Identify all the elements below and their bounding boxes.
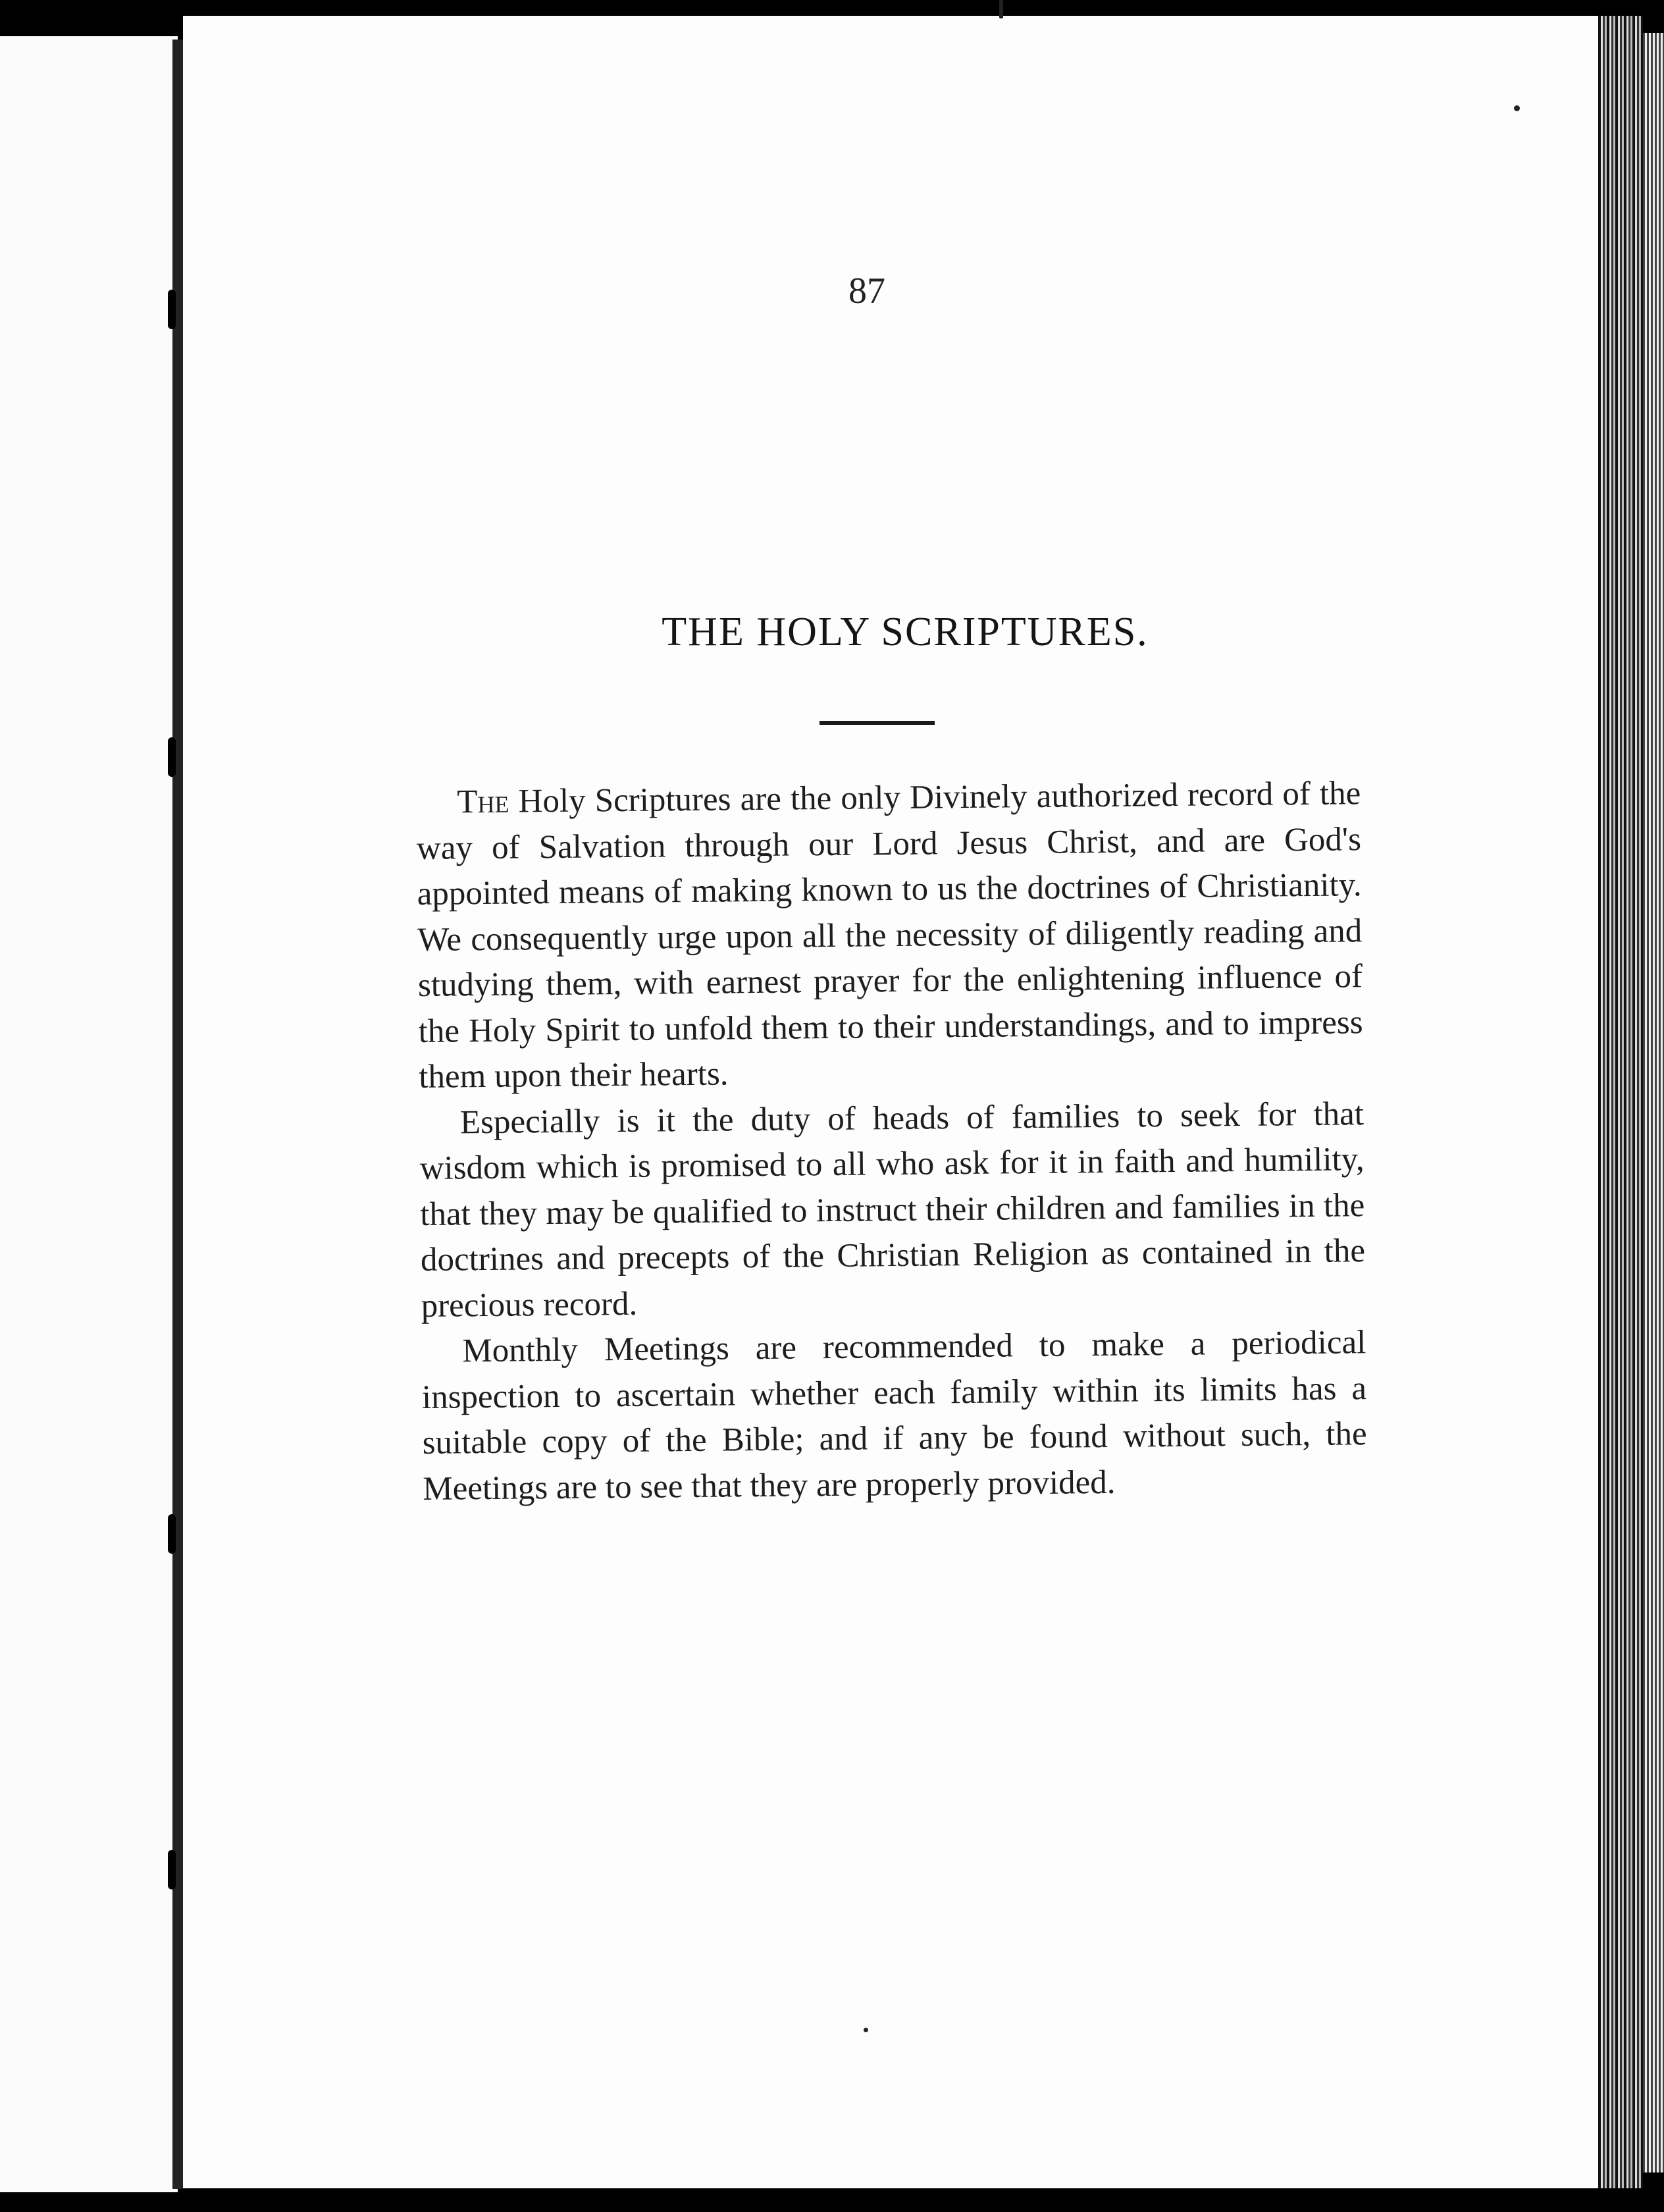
paragraph-lead-word: The	[457, 783, 509, 821]
paragraph-monthly-meetings	[421, 1320, 1368, 1512]
paragraph-heads-of-families	[419, 1092, 1366, 1329]
page-block-edge-outer	[1643, 33, 1664, 2172]
page-speck	[864, 2028, 868, 2032]
page-block-edge	[1598, 16, 1643, 2188]
section-heading: THE HOLY SCRIPTURES.	[662, 610, 1149, 654]
facing-page-edge	[0, 36, 178, 2192]
paragraph-text: Holy Scriptures are the only Divinely authorized record of the way of Salvation through our Lord Jesus Christ, and are God's appointed means of making known to us the doctrines of Christianity. We consequently urge upon all the necessity of diligently reading and studying them, with earnest prayer for the enlightening influence of the Holy Spirit to unfold them to their understandings, and to impress them upon their hearts.	[416, 775, 1363, 1095]
paragraph-text: Especially is it the duty of heads of families to seek for that wisdom which is promised to all who ask for it in faith and humility, that they may be qualified to instruct their children and families in the doctrines and precepts of the Christian Religion as contained in the precious record.	[419, 1095, 1366, 1325]
binding-mark	[168, 737, 176, 777]
page-speck	[1514, 105, 1520, 111]
binding-mark	[168, 290, 176, 329]
binding-mark	[168, 1514, 176, 1554]
page-number: 87	[848, 271, 885, 311]
body-text	[416, 771, 1368, 1512]
page-speck	[999, 0, 1003, 18]
paragraph-holy-scriptures	[416, 771, 1364, 1100]
heading-rule	[819, 721, 935, 725]
binding-mark	[168, 1850, 176, 1889]
paragraph-text: Monthly Meetings are recommended to make a periodical inspection to ascertain whether each family within its limits has a suitable copy of the Bible; and if any be found without such, the Meetings are to see that they are properly provided.	[421, 1324, 1367, 1508]
